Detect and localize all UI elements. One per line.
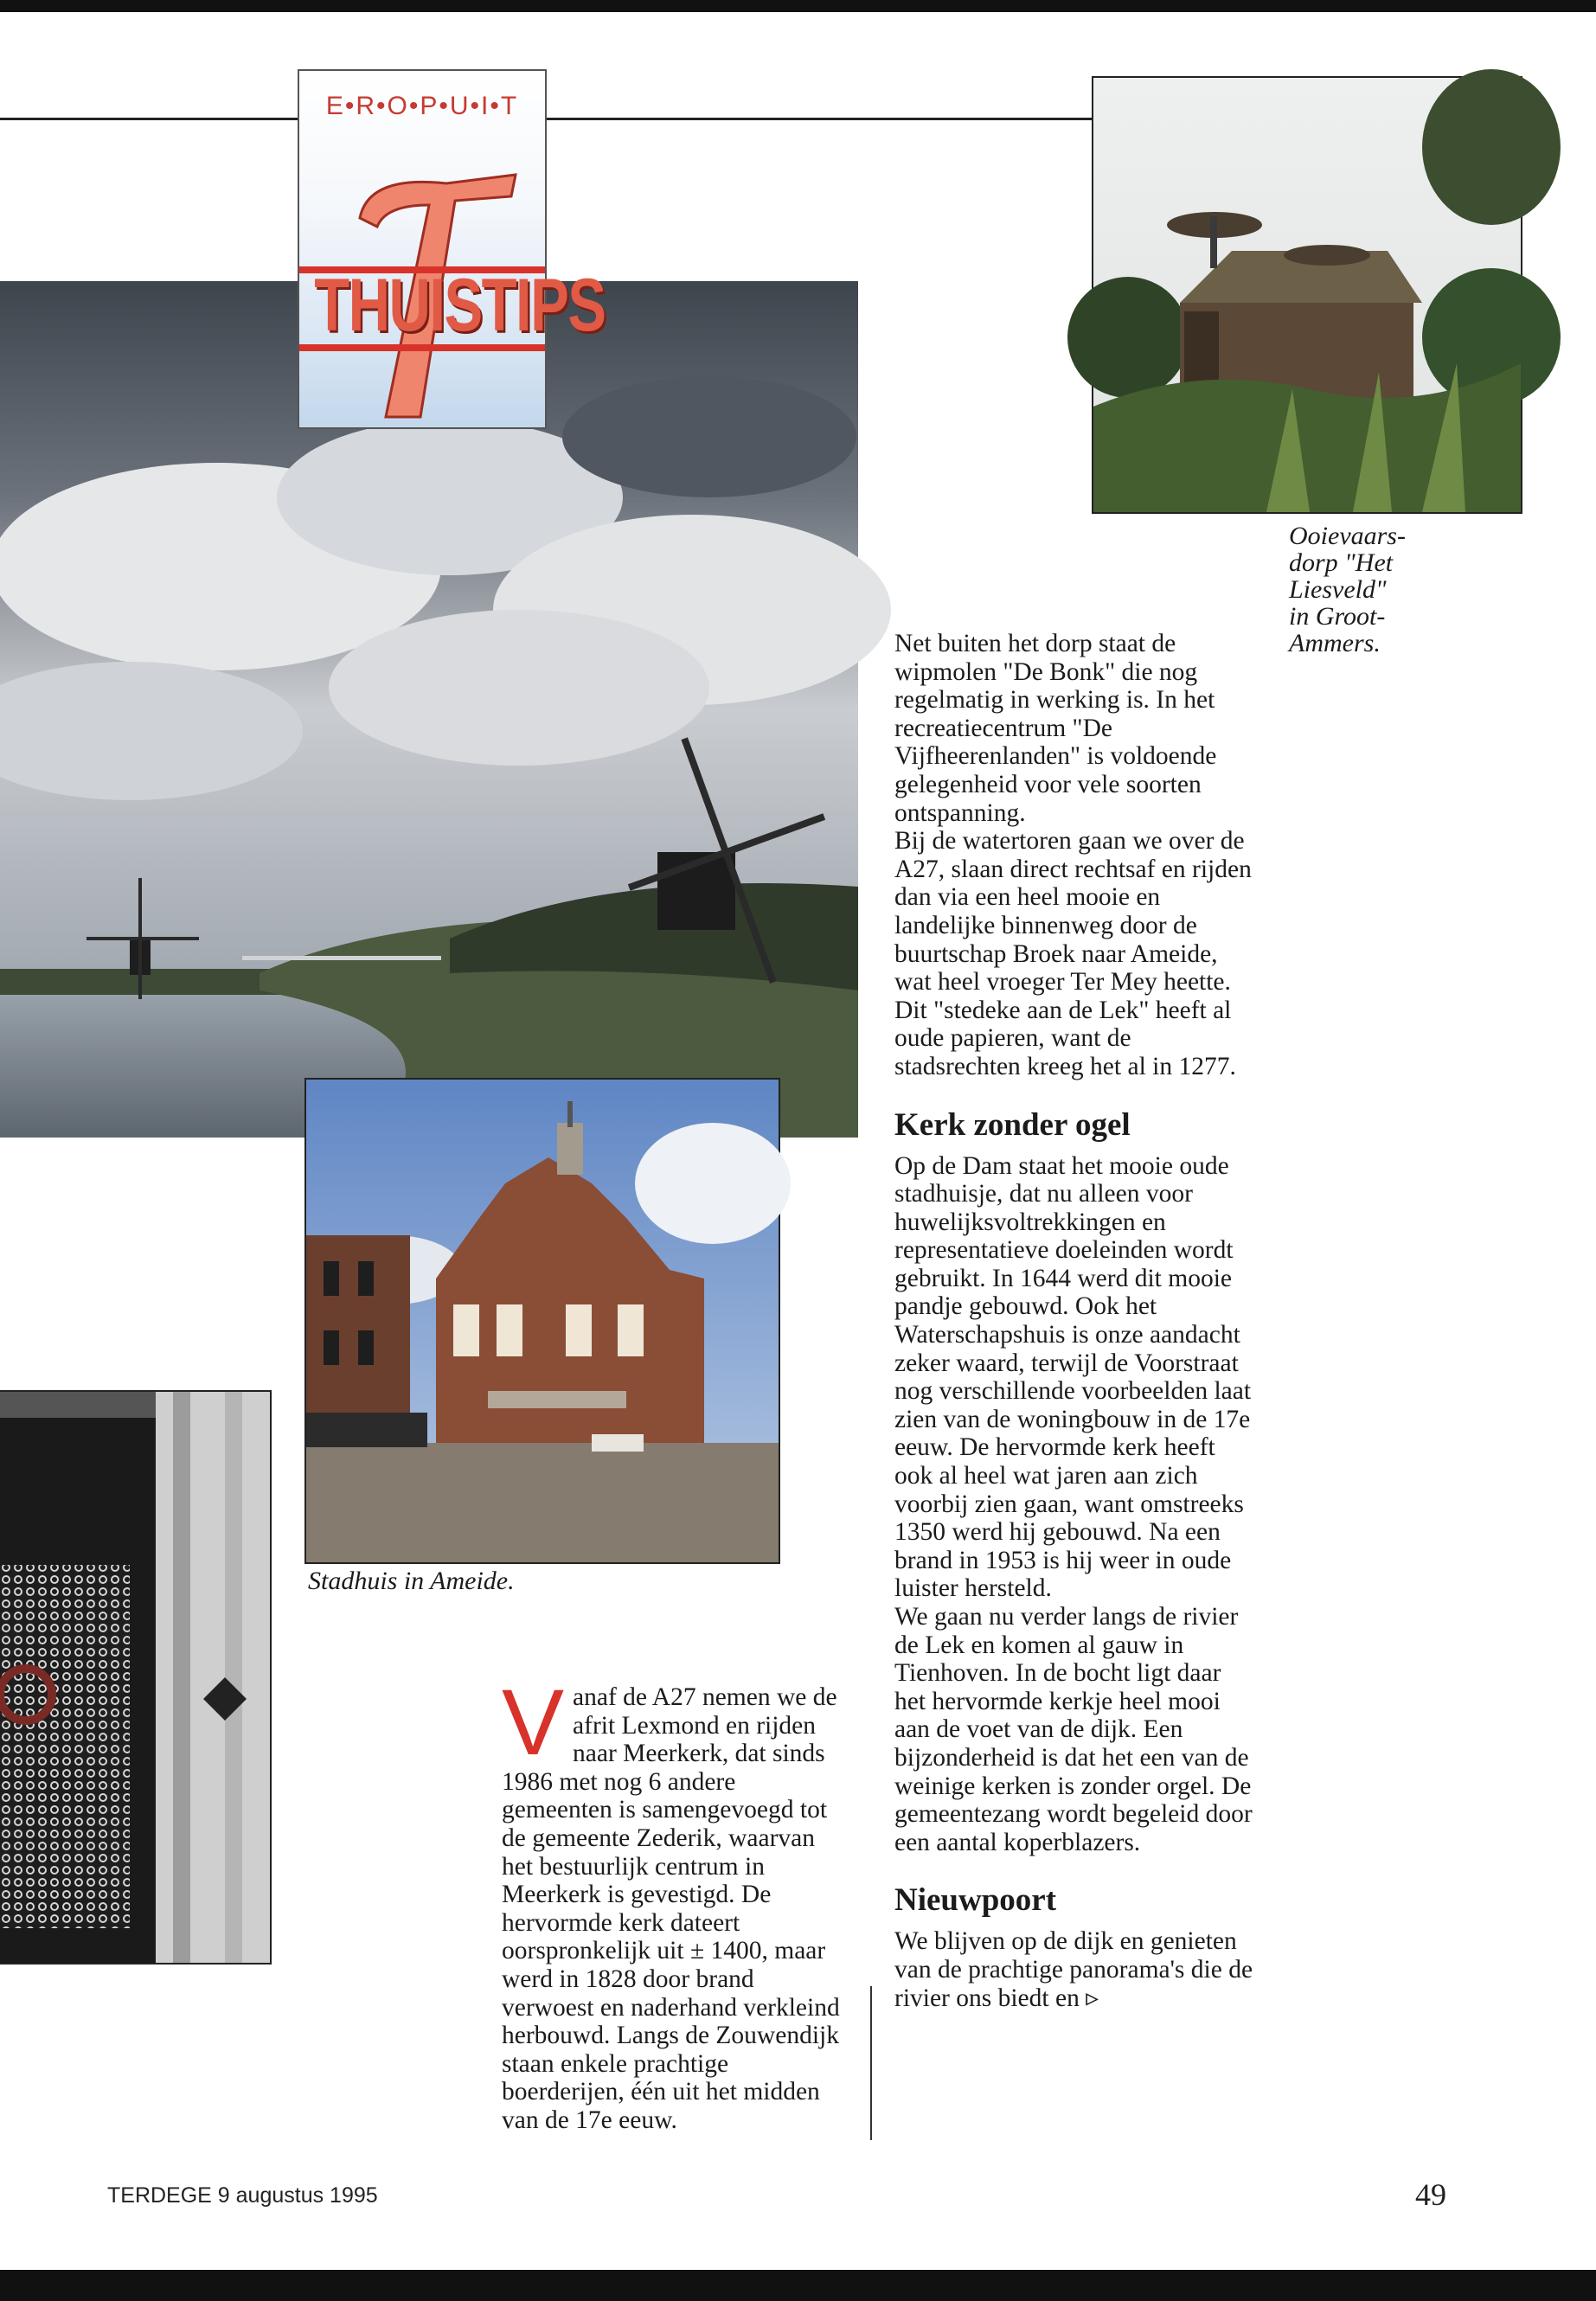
logo-word: THUISTIPS	[314, 264, 606, 347]
section-heading: Kerk zonder ogel	[894, 1106, 1131, 1143]
stork-village-photo	[1092, 76, 1522, 514]
ornate-door-photo	[0, 1390, 272, 1965]
page-number: 49	[1415, 2177, 1446, 2212]
dropcap-letter: V	[502, 1670, 565, 1774]
header-rule-right	[543, 118, 1093, 120]
header-rule-left	[0, 118, 299, 120]
section-heading: Nieuwpoort	[894, 1882, 1057, 1919]
paragraph: We gaan nu verder langs de rivier de Lek en komen al gauw in Tienhoven. In de bocht ligt daar het hervormde kerkje heel mooi aan de voet van de dijk. Een bijzonderheid is dat het een van de weinige kerken is zonder orgel. De gemeentezang wordt begeleid door een aantal koperblazers.	[894, 1603, 1253, 1856]
intro-column	[502, 1670, 848, 2135]
townhall-caption: Stadhuis in Ameide.	[308, 1567, 515, 1595]
intro-text: anaf de A27 nemen we de afrit Lexmond en rijden naar Meerkerk, dat sinds 1986 met nog 6 andere gemeenten is samengevoegd tot de gemeente Zederik, waarvan het bestuurlijk centrum in Meerkerk is gevestigd. De hervormde kerk dateert oorspronkelijk uit ± 1400, maar werd in 1828 door brand verwoest en naderhand verkleind herbouwd. Langs de Zouwendijk staan enkele prachtige boerderijen, één uit het midden van de 17e eeuw.	[502, 1683, 840, 2134]
column-separator	[870, 1986, 872, 2140]
erop-uit-thuistips-logo	[298, 69, 606, 429]
main-column	[894, 630, 1258, 2012]
logo-kicker: E•R•O•P•U•I•T	[325, 92, 519, 120]
publication-footer: TERDEGE 9 augustus 1995	[107, 2183, 378, 2208]
paragraph: Bij de watertoren gaan we over de A27, slaan direct rechtsaf en rijden dan via een heel mooie en landelijke binnenweg door de buurtschap Broek naar Ameide, wat heel vroeger Ter Mey heette. Dit "stedeke aan de Lek" heeft al oude papieren, want de stadsrechten kreeg het al in 1277.	[894, 827, 1252, 1080]
paragraph: Op de Dam staat het mooie oude stadhuisje, dat nu alleen voor huwelijksvoltrekkingen en representatieve doeleinden wordt gebruikt. In 1644 werd dit mooie pandje gebouwd. Ook het Waterschapshuis is onze aandacht zeker waard, terwijl de Voorstraat nog verschillende voorbeelden laat zien van de woningbouw in de 17e eeuw. De hervormde kerk heeft ook al heel wat jaren aan zich voorbij zien gaan, want omstreeks 1350 werd hij gebouwd. Na een brand in 1953 is hij weer in oude luister hersteld.	[894, 1151, 1252, 1603]
townhall-ameide-photo	[304, 1078, 780, 1564]
bottom-border	[0, 2270, 1596, 2301]
paragraph: We blijven op de dijk en genieten van de prachtige panorama's die de rivier ons biedt en ▹	[894, 1927, 1253, 2012]
top-border	[0, 0, 1596, 12]
storks-caption: Ooievaars- dorp "Het Liesveld" in Groot- Ammers.	[1289, 522, 1406, 657]
paragraph: Net buiten het dorp staat de wipmolen "De Bonk" die nog regelmatig in werking is. In het recreatiecentrum "De Vijfheerenlanden" is voldoende gelegenheid voor vele soorten ontspanning.	[894, 630, 1217, 827]
